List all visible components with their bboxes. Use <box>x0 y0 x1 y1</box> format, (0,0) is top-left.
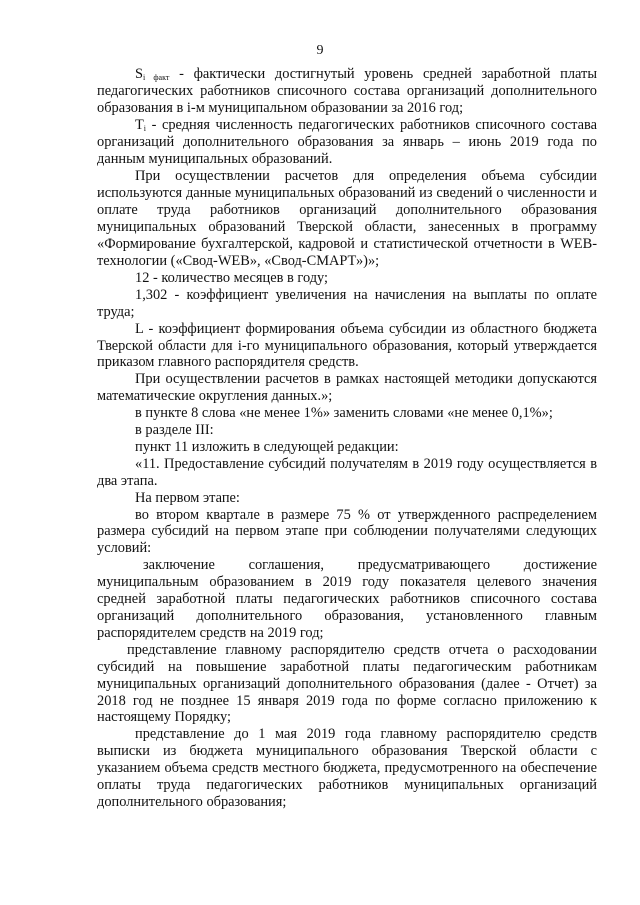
paragraph-item-8: в пункте 8 слова «не менее 1%» заменить словами «не менее 0,1%»; <box>135 405 553 422</box>
page-number: 9 <box>316 43 324 58</box>
paragraph-t-i <box>97 117 597 168</box>
document-body <box>97 66 597 811</box>
paragraph-coefficient-1302: 1,302 - коэффициент увеличения на начисления на выплаты по оплате труда; <box>97 286 597 320</box>
paragraph-rounding: При осуществлении расчетов в рамках настоящей методики допускаются математические округления данных.»; <box>97 371 597 405</box>
s-fact-subscript: i факт <box>143 73 170 82</box>
paragraph-section-3: в разделе III: <box>135 422 214 439</box>
paragraph-s-fact <box>97 66 597 117</box>
paragraph-coefficient-l: L - коэффициент формирования объема субсидии из областного бюджета Тверской области для i-го муниципального образования, который утверждается приказом главного распорядителя средств. <box>97 320 597 371</box>
t-i-text: - средняя численность педагогических работников списочного состава организаций дополнительного образования за январь – июнь 2019 года по данным муниципальных образований. <box>97 116 597 167</box>
paragraph-item-11: пункт 11 изложить в следующей редакции: <box>135 438 399 455</box>
paragraph-report: представление главному распорядителю средств отчета о расходовании субсидий на повышение заработной платы педагогическим работникам муниципальных организаций дополнительного образования (далее - Отчет) за 2018 год не позднее 15 января 2019 года по форме согласно приложению к настоящему Порядку; <box>97 641 597 726</box>
t-i-subscript: i <box>143 123 147 133</box>
paragraph-months: 12 - количество месяцев в году; <box>135 269 329 286</box>
paragraph-clause-11: «11. Предоставление субсидий получателям в 2019 году осуществляется в два этапа. <box>97 455 597 489</box>
t-i-symbol: T <box>135 116 144 133</box>
paragraph-calculation-data: При осуществлении расчетов для определения объема субсидии используются данные муниципальных образований из сведений о численности и оплате труда работников организаций дополнительного образования муниципальных образований Тверской области, занесенных в программу «Формирование бухгалтерской, кадровой и статистической отчетности в WEB-технологии («Свод-WEB», «Свод-СМАРТ»)»; <box>97 168 597 269</box>
paragraph-second-quarter: во втором квартале в размере 75 % от утвержденного распределением размера субсидий на первом этапе при соблюдении получателями следующих условий: <box>97 506 597 557</box>
s-fact-symbol: S <box>135 66 144 82</box>
paragraph-agreement: заключение соглашения, предусматривающего достижение муниципальным образованием в 2019 году показателя целевого значения средней заработной платы педагогических работников списочного состава организаций дополнительного образования, установленного главным распорядителем средств на 2019 год; <box>97 557 597 641</box>
s-fact-text: - фактически достигнутый уровень средней заработной платы педагогических работников списочного состава организаций дополнительного образования в i-м муниципальном образовании за 2016 год; <box>97 66 597 116</box>
paragraph-first-stage: На первом этапе: <box>135 489 240 506</box>
paragraph-budget-extract: представление до 1 мая 2019 года главному распорядителю средств выписки из бюджета муниципального образования Тверской области с указанием объема средств местного бюджета, предусмотренного на обеспечение оплаты труда педагогических работников муниципальных организаций дополнительного образования; <box>97 726 597 810</box>
